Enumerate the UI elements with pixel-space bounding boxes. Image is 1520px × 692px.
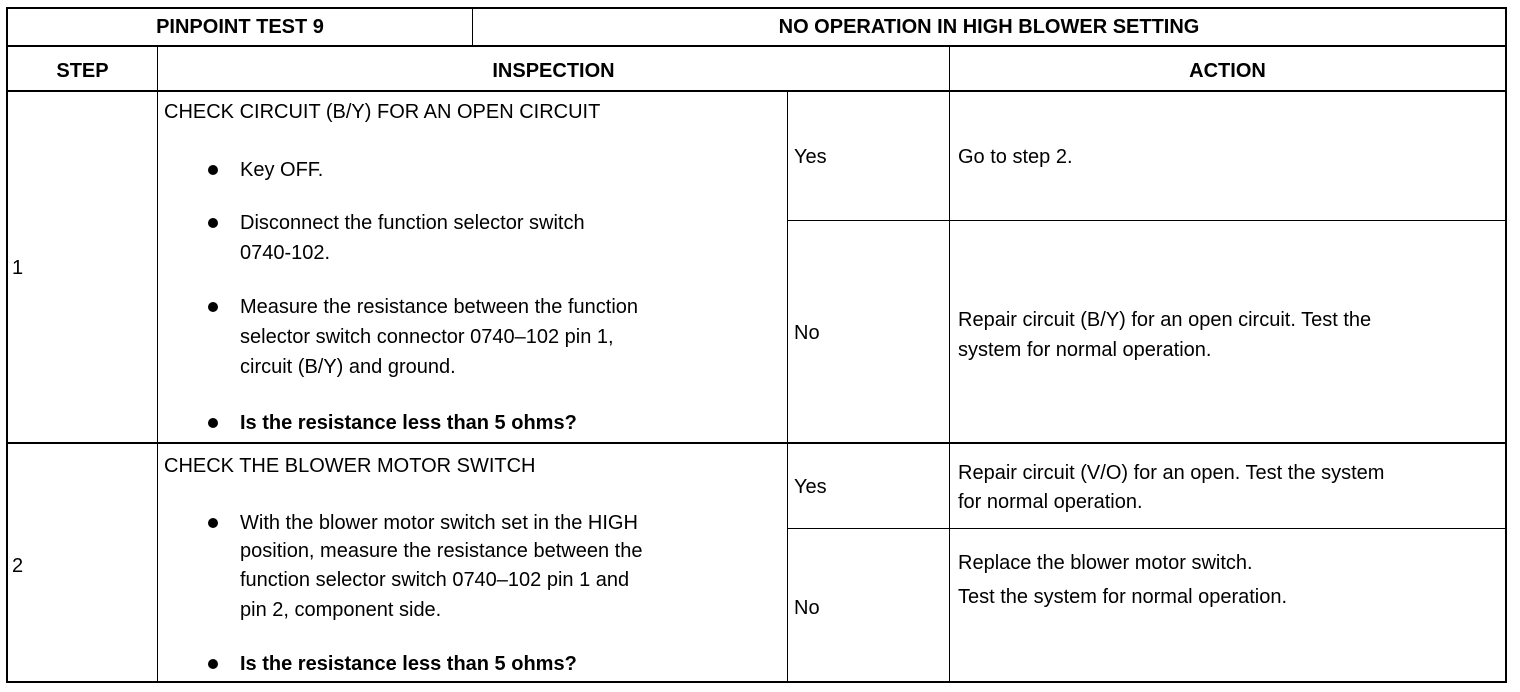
inspection-item: Measure the resistance between the function [240, 296, 639, 318]
step-number: 1 [12, 257, 24, 279]
inspection-item: circuit (B/Y) and ground. [240, 356, 456, 378]
check-heading: CHECK THE BLOWER MOTOR SWITCH [164, 455, 536, 477]
action-text: for normal operation. [958, 491, 1143, 513]
step2-result-divider [787, 528, 1507, 529]
inspection-item: 0740-102. [240, 242, 331, 264]
answer-no: No [794, 322, 820, 344]
step1-result-divider [787, 220, 1507, 221]
inspection-item: Disconnect the function selector switch [240, 212, 585, 234]
check-heading: CHECK CIRCUIT (B/Y) FOR AN OPEN CIRCUIT [164, 101, 601, 123]
step-divider [6, 442, 1507, 444]
bullet-icon [208, 165, 218, 175]
action-text: Go to step 2. [958, 146, 1073, 168]
bullet-icon [208, 418, 218, 428]
column-header-inspection: INSPECTION [492, 60, 615, 82]
inspection-question: Is the resistance less than 5 ohms? [240, 653, 577, 675]
inspection-item: position, measure the resistance between the [240, 540, 643, 562]
column-header-step: STEP [56, 60, 109, 82]
step-column-divider [157, 46, 158, 683]
bullet-icon [208, 659, 218, 669]
answer-no: No [794, 597, 820, 619]
bullet-icon [208, 218, 218, 228]
answer-column-divider [787, 92, 788, 683]
step-number: 2 [12, 555, 24, 577]
column-header-action: ACTION [1189, 60, 1266, 82]
answer-yes: Yes [794, 476, 827, 498]
bullet-icon [208, 302, 218, 312]
test-subject: NO OPERATION IN HIGH BLOWER SETTING [778, 16, 1200, 38]
action-text: Repair circuit (V/O) for an open. Test the system [958, 462, 1385, 484]
action-text: Replace the blower motor switch. [958, 552, 1253, 574]
test-title: PINPOINT TEST 9 [156, 16, 324, 38]
title-row-divider [6, 45, 1507, 47]
inspection-question: Is the resistance less than 5 ohms? [240, 412, 577, 434]
inspection-item: With the blower motor switch set in the HIGH [240, 512, 638, 534]
header-row-divider [6, 90, 1507, 92]
inspection-item: pin 2, component side. [240, 599, 442, 621]
inspection-item: Key OFF. [240, 159, 324, 181]
inspection-item: selector switch connector 0740–102 pin 1, [240, 326, 614, 348]
inspection-item: function selector switch 0740–102 pin 1 and [240, 569, 630, 591]
bullet-icon [208, 518, 218, 528]
action-text: Test the system for normal operation. [958, 586, 1288, 608]
answer-yes: Yes [794, 146, 827, 168]
action-column-divider [949, 46, 950, 683]
action-text: system for normal operation. [958, 339, 1212, 361]
action-text: Repair circuit (B/Y) for an open circuit. Test the [958, 309, 1372, 331]
